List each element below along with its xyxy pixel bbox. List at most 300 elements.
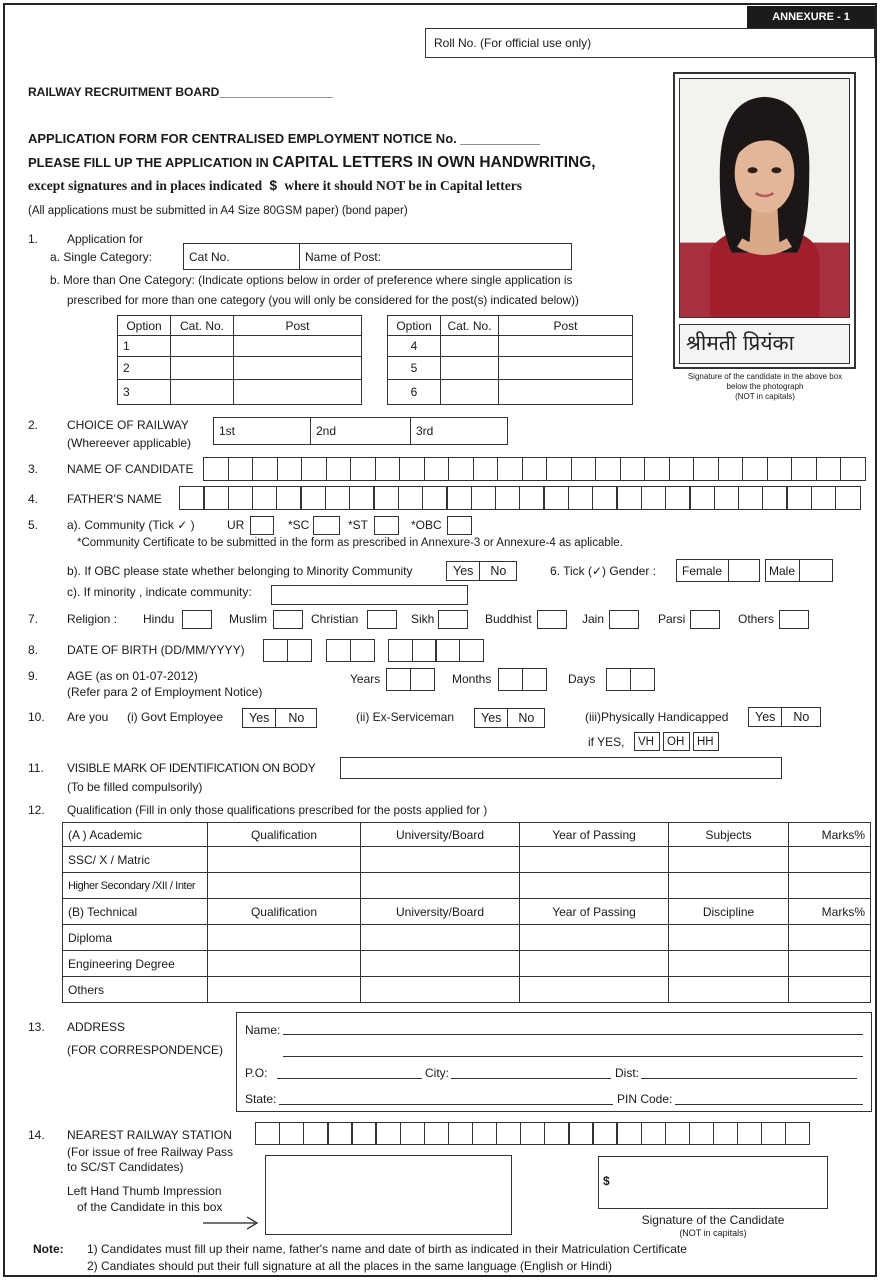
vh-checkbox[interactable]: VH (634, 732, 660, 751)
options-table-left (117, 315, 362, 405)
signature-label: Signature of the Candidate (641, 1213, 785, 1227)
col-option: Option (388, 316, 441, 336)
q10-label: Are you (67, 710, 109, 724)
char-box[interactable] (522, 457, 548, 481)
thumb-label-1: Left Hand Thumb Impression (67, 1184, 222, 1198)
char-box[interactable] (203, 457, 229, 481)
char-box[interactable] (742, 457, 768, 481)
table-cell[interactable] (520, 925, 669, 951)
char-box[interactable] (400, 1122, 425, 1145)
form-title: APPLICATION FORM FOR CENTRALISED EMPLOYMENT NOTICE No. ___________ (28, 131, 540, 146)
handicapped-yes-no (748, 707, 821, 727)
address-pin-label: PIN Code: (617, 1092, 673, 1106)
arrow-right-icon (203, 1215, 261, 1231)
char-box[interactable] (785, 1122, 810, 1145)
char-box[interactable] (520, 1122, 545, 1145)
table-cell[interactable] (789, 925, 871, 951)
row-label: Higher Secondary /XII / Inter (63, 873, 208, 899)
q14-sub-1: (For issue of free Railway Pass (67, 1145, 234, 1159)
candidate-photo[interactable] (679, 78, 850, 318)
address-line-2[interactable] (283, 1056, 863, 1057)
table-cell[interactable] (361, 847, 520, 873)
char-box[interactable] (228, 457, 254, 481)
col-year: Year of Passing (520, 899, 669, 925)
char-box[interactable] (665, 1122, 690, 1145)
q1b-label-2: prescribed for more than one category (you will only be considered for the post(s) indicated below)) (67, 294, 579, 307)
religion-buddhist-label: Buddhist (485, 612, 532, 626)
table-cell[interactable] (208, 951, 361, 977)
char-box[interactable] (410, 668, 435, 691)
gender-label: 6. Tick (✓) Gender : (550, 564, 657, 578)
minority-no[interactable]: No (479, 562, 516, 580)
q3-label: NAME OF CANDIDATE (67, 462, 194, 476)
q11-sub: (To be filled compulsorily) (67, 780, 203, 794)
q1-label: Application for (67, 232, 144, 246)
ex-serviceman-no[interactable]: No (507, 709, 544, 727)
religion-sikh-label: Sikh (411, 612, 435, 626)
obc-checkbox[interactable] (447, 516, 472, 535)
table-cell[interactable] (789, 951, 871, 977)
dob-year-boxes[interactable] (388, 639, 483, 662)
post-cell[interactable] (499, 336, 633, 357)
char-box[interactable] (326, 457, 352, 481)
candidate-name-boxes[interactable] (203, 457, 865, 481)
female-checkbox[interactable] (728, 559, 760, 582)
post-cell[interactable] (499, 380, 633, 405)
col-marks: Marks% (789, 899, 871, 925)
instruction-line-2-text: except signatures and in places indicated (28, 178, 263, 193)
govt-employee-label: (i) Govt Employee (127, 710, 224, 724)
char-box[interactable] (303, 1122, 328, 1145)
q7-label: Religion : (67, 612, 118, 626)
q14-sub-2: to SC/ST Candidates) (67, 1160, 184, 1174)
age-days-boxes[interactable] (606, 668, 653, 691)
q7-number: 7. (28, 612, 39, 626)
table-cell[interactable] (520, 847, 669, 873)
option-number: 6 (388, 380, 441, 405)
table-cell[interactable] (208, 925, 361, 951)
char-box[interactable] (446, 486, 472, 510)
male-checkbox[interactable] (799, 559, 833, 582)
address-po-line[interactable] (277, 1078, 422, 1079)
railway-station-boxes[interactable] (255, 1122, 809, 1145)
q2-number: 2. (28, 418, 39, 432)
char-box[interactable] (388, 639, 413, 662)
sc-label: *SC (288, 518, 310, 532)
religion-buddhist-checkbox[interactable] (537, 610, 567, 629)
religion-christian-checkbox[interactable] (367, 610, 397, 629)
char-box[interactable] (263, 639, 288, 662)
table-cell[interactable] (789, 847, 871, 873)
table-cell[interactable] (669, 951, 789, 977)
male-label: Male (769, 563, 796, 578)
char-box[interactable] (350, 639, 375, 662)
char-box[interactable] (448, 457, 474, 481)
hh-checkbox[interactable]: HH (693, 732, 719, 751)
sc-checkbox[interactable] (313, 516, 340, 535)
q9-label: AGE (as on 01-07-2012) (67, 669, 198, 683)
char-box[interactable] (287, 639, 312, 662)
char-box[interactable] (277, 457, 303, 481)
row-label: Others (63, 977, 208, 1003)
col-marks: Marks% (789, 823, 871, 847)
thumb-impression-box[interactable] (265, 1155, 512, 1235)
table-cell[interactable] (208, 977, 361, 1003)
char-box[interactable] (568, 486, 594, 510)
char-box[interactable] (375, 1122, 400, 1145)
address-name-line[interactable] (283, 1034, 863, 1035)
religion-others-checkbox[interactable] (779, 610, 809, 629)
char-box[interactable] (435, 639, 460, 662)
char-box[interactable] (689, 486, 715, 510)
thumb-label-2: of the Candidate in this box (77, 1200, 223, 1214)
char-box[interactable] (228, 486, 254, 510)
address-dist-label: Dist: (615, 1066, 639, 1080)
cat-cell[interactable] (171, 357, 234, 380)
q14-number: 14. (28, 1128, 45, 1142)
table-cell[interactable] (361, 925, 520, 951)
char-box[interactable] (424, 1122, 449, 1145)
signature-caption-2: below the photograph (726, 382, 804, 391)
railway-choice-1[interactable]: 1st (213, 417, 311, 445)
q2-label: CHOICE OF RAILWAY (67, 418, 189, 432)
char-box[interactable] (375, 457, 401, 481)
annexure-label: ANNEXURE - 1 (747, 6, 875, 28)
address-name-label: Name: (245, 1023, 281, 1037)
table-cell[interactable] (361, 951, 520, 977)
post-cell[interactable] (234, 336, 362, 357)
char-box[interactable] (326, 639, 351, 662)
q5b-label: b). If OBC please state whether belonging to Minority Community (67, 564, 413, 578)
dollar-icon: $ (603, 1174, 610, 1188)
female-label: Female (682, 563, 723, 578)
char-box[interactable] (544, 1122, 569, 1145)
address-po-label: P.O: (245, 1066, 268, 1080)
q5c-label: c). If minority , indicate community: (67, 585, 252, 599)
signature-caption (670, 372, 860, 402)
religion-parsi-checkbox[interactable] (690, 610, 720, 629)
char-box[interactable] (571, 457, 597, 481)
table-cell[interactable] (669, 925, 789, 951)
col-university: University/Board (361, 899, 520, 925)
q13-sub: (FOR CORRESPONDENCE) (67, 1043, 224, 1057)
char-box[interactable] (811, 486, 837, 510)
char-box[interactable] (616, 1122, 641, 1145)
q9-number: 9. (28, 669, 39, 683)
st-checkbox[interactable] (374, 516, 399, 535)
char-box[interactable] (835, 486, 861, 510)
address-box (236, 1012, 872, 1112)
char-box[interactable] (718, 457, 744, 481)
post-cell[interactable] (234, 380, 362, 405)
char-box[interactable] (424, 457, 450, 481)
cat-cell[interactable] (441, 357, 499, 380)
col-qualification: Qualification (208, 823, 361, 847)
govt-employee-yes[interactable]: Yes (249, 711, 270, 725)
academic-header: (A ) Academic (63, 823, 208, 847)
char-box[interactable] (816, 457, 842, 481)
col-cat-no: Cat. No. (171, 316, 234, 336)
age-years-label: Years (350, 672, 381, 686)
option-number: 1 (118, 336, 171, 357)
q3-number: 3. (28, 462, 39, 476)
char-box[interactable] (762, 486, 788, 510)
char-box[interactable] (471, 486, 497, 510)
address-pin-line[interactable] (675, 1104, 863, 1105)
char-box[interactable] (459, 639, 484, 662)
religion-sikh-checkbox[interactable] (438, 610, 468, 629)
col-option: Option (118, 316, 171, 336)
char-box[interactable] (592, 486, 618, 510)
col-discipline: Discipline (669, 899, 789, 925)
ex-serviceman-yes[interactable]: Yes (481, 711, 502, 725)
char-box[interactable] (422, 486, 448, 510)
govt-employee-yes-no (242, 708, 317, 728)
char-box[interactable] (301, 457, 327, 481)
char-box[interactable] (630, 668, 655, 691)
char-box[interactable] (761, 1122, 786, 1145)
char-box[interactable] (606, 668, 631, 691)
q14-label: NEAREST RAILWAY STATION (67, 1128, 232, 1142)
technical-header: (B) Technical (63, 899, 208, 925)
col-post: Post (234, 316, 362, 336)
male-option[interactable] (765, 559, 833, 582)
q8-label: DATE OF BIRTH (DD/MM/YYYY) (67, 643, 245, 657)
char-box[interactable] (349, 486, 375, 510)
char-box[interactable] (203, 486, 229, 510)
ex-serviceman-label: (ii) Ex-Serviceman (356, 710, 455, 724)
post-cell[interactable] (499, 357, 633, 380)
railway-choice-3[interactable]: 3rd (410, 417, 508, 445)
note-line-1: 1) Candidates must fill up their name, father's name and date of birth as indicated in their Matriculation Certificate (87, 1242, 687, 1256)
char-box[interactable] (737, 1122, 762, 1145)
col-year: Year of Passing (520, 823, 669, 847)
char-box[interactable] (276, 486, 302, 510)
char-box[interactable] (522, 668, 547, 691)
dollar-icon: $ (269, 178, 278, 193)
table-cell[interactable] (361, 977, 520, 1003)
char-box[interactable] (665, 486, 691, 510)
father-name-boxes[interactable] (179, 486, 859, 510)
address-city-line[interactable] (451, 1078, 611, 1079)
col-qualification: Qualification (208, 899, 361, 925)
q8-number: 8. (28, 643, 39, 657)
instruction-prefix: PLEASE FILL UP THE APPLICATION IN (28, 155, 273, 170)
address-dist-line[interactable] (641, 1078, 857, 1079)
age-months-boxes[interactable] (498, 668, 545, 691)
handicapped-no[interactable]: No (781, 708, 820, 726)
address-state-line[interactable] (279, 1104, 613, 1105)
char-box[interactable] (791, 457, 817, 481)
char-box[interactable] (300, 486, 326, 510)
char-box[interactable] (495, 486, 521, 510)
char-box[interactable] (620, 457, 646, 481)
char-box[interactable] (327, 1122, 352, 1145)
oh-checkbox[interactable]: OH (663, 732, 690, 751)
char-box[interactable] (546, 457, 572, 481)
note-line-2: 2) Candiates should put their full signature at all the places in the same language (English or Hindi) (87, 1259, 612, 1273)
q2-sub: (Whereever applicable) (67, 436, 192, 450)
handicapped-label: (iii)Physically Handicapped (585, 710, 729, 724)
col-university: University/Board (361, 823, 520, 847)
char-box[interactable] (386, 668, 411, 691)
char-box[interactable] (568, 1122, 593, 1145)
single-cat-no-field[interactable]: Cat No. (183, 243, 300, 270)
note-label: Note: (33, 1242, 64, 1256)
ex-serviceman-yes-no (474, 708, 545, 728)
row-label: Diploma (63, 925, 208, 951)
table-cell[interactable] (520, 977, 669, 1003)
q1a-label: a. Single Category: (50, 250, 153, 264)
char-box[interactable] (351, 1122, 376, 1145)
char-box[interactable] (373, 486, 399, 510)
ur-label: UR (227, 518, 245, 532)
table-cell[interactable] (789, 977, 871, 1003)
cat-cell[interactable] (171, 336, 234, 357)
photo-signature: श्रीमती प्रियंका (686, 331, 795, 355)
handicapped-yes[interactable]: Yes (755, 710, 776, 724)
candidate-signature-box[interactable] (598, 1156, 828, 1209)
option-number: 2 (118, 357, 171, 380)
col-subjects: Subjects (669, 823, 789, 847)
option-number: 4 (388, 336, 441, 357)
q13-label: ADDRESS (67, 1020, 126, 1034)
char-box[interactable] (279, 1122, 304, 1145)
minority-yes-no (446, 561, 517, 581)
char-box[interactable] (714, 486, 740, 510)
q1b-label: b. More than One Category: (Indicate options below in order of preference where single application is (50, 274, 573, 287)
table-cell[interactable] (520, 951, 669, 977)
char-box[interactable] (592, 1122, 617, 1145)
signature-caption-1: Signature of the candidate in the above box (687, 372, 843, 381)
qualification-table (62, 822, 871, 1003)
char-box[interactable] (448, 1122, 473, 1145)
candidate-portrait-icon (680, 79, 849, 317)
char-box[interactable] (496, 1122, 521, 1145)
roll-no-box[interactable]: Roll No. (For official use only) (425, 28, 875, 58)
char-box[interactable] (644, 457, 670, 481)
religion-christian-label: Christian (311, 612, 359, 626)
dob-month-boxes[interactable] (326, 639, 373, 662)
row-label: SSC/ X / Matric (63, 847, 208, 873)
dob-day-boxes[interactable] (263, 639, 310, 662)
char-box[interactable] (595, 457, 621, 481)
q5a-label: a). Community (Tick ✓ ) (67, 518, 195, 532)
religion-hindu-checkbox[interactable] (182, 610, 212, 629)
religion-jain-label: Jain (582, 612, 605, 626)
char-box[interactable] (179, 486, 205, 510)
char-box[interactable] (693, 457, 719, 481)
age-months-label: Months (452, 672, 492, 686)
post-cell[interactable] (234, 357, 362, 380)
char-box[interactable] (325, 486, 351, 510)
table-cell[interactable] (789, 873, 871, 899)
minority-community-field[interactable] (271, 585, 468, 605)
table-cell[interactable] (669, 847, 789, 873)
instruction-line-1 (28, 154, 596, 172)
char-box[interactable] (519, 486, 545, 510)
char-box[interactable] (412, 639, 437, 662)
religion-jain-checkbox[interactable] (609, 610, 639, 629)
religion-muslim-checkbox[interactable] (273, 610, 303, 629)
minority-yes[interactable]: Yes (453, 564, 474, 578)
signature-sub: (NOT in capitals) (679, 1228, 747, 1238)
char-box[interactable] (399, 457, 425, 481)
cat-cell[interactable] (441, 380, 499, 405)
photo-signature-box[interactable] (679, 324, 850, 364)
cat-cell[interactable] (441, 336, 499, 357)
female-option[interactable] (676, 559, 760, 582)
identification-mark-field[interactable] (340, 757, 782, 779)
cat-cell[interactable] (171, 380, 234, 405)
q9-sub: (Refer para 2 of Employment Notice) (67, 685, 263, 699)
ur-checkbox[interactable] (250, 516, 274, 535)
char-box[interactable] (767, 457, 793, 481)
instruction-line-2-tail: where it should NOT be in Capital letters (284, 178, 523, 193)
paper-note: (All applications must be submitted in A4 Size 80GSM paper) (bond paper) (28, 205, 408, 217)
q12-number: 12. (28, 803, 45, 817)
q5-number: 5. (28, 518, 39, 532)
age-years-boxes[interactable] (386, 668, 433, 691)
char-box[interactable] (689, 1122, 714, 1145)
instruction-emphasis: CAPITAL LETTERS IN OWN HANDWRITING, (272, 154, 596, 171)
table-cell[interactable] (669, 977, 789, 1003)
char-box[interactable] (398, 486, 424, 510)
signature-caption-3: (NOT in capitals) (735, 392, 795, 401)
board-heading: RAILWAY RECRUITMENT BOARD_________________ (28, 85, 333, 99)
char-box[interactable] (641, 486, 667, 510)
religion-others-label: Others (738, 612, 775, 626)
char-box[interactable] (473, 457, 499, 481)
table-cell[interactable] (520, 873, 669, 899)
char-box[interactable] (641, 1122, 666, 1145)
char-box[interactable] (252, 457, 278, 481)
char-box[interactable] (498, 668, 523, 691)
char-box[interactable] (255, 1122, 280, 1145)
q1-number: 1. (28, 232, 39, 246)
q11-label: VISIBLE MARK OF IDENTIFICATION ON BODY (67, 761, 316, 775)
char-box[interactable] (350, 457, 376, 481)
char-box[interactable] (713, 1122, 738, 1145)
table-cell[interactable] (208, 847, 361, 873)
row-label: Engineering Degree (63, 951, 208, 977)
age-days-label: Days (568, 672, 596, 686)
table-cell[interactable] (361, 873, 520, 899)
q13-number: 13. (28, 1020, 45, 1034)
char-box[interactable] (840, 457, 866, 481)
char-box[interactable] (738, 486, 764, 510)
single-post-name-field[interactable]: Name of Post: (299, 243, 572, 270)
govt-employee-no[interactable]: No (275, 709, 316, 727)
address-state-label: State: (245, 1092, 277, 1106)
q4-label: FATHER'S NAME (67, 492, 162, 506)
char-box[interactable] (616, 486, 642, 510)
religion-hindu-label: Hindu (143, 612, 175, 626)
railway-choice-2[interactable]: 2nd (310, 417, 411, 445)
char-box[interactable] (669, 457, 695, 481)
char-box[interactable] (252, 486, 278, 510)
st-label: *ST (348, 518, 369, 532)
char-box[interactable] (472, 1122, 497, 1145)
char-box[interactable] (786, 486, 812, 510)
char-box[interactable] (543, 486, 569, 510)
char-box[interactable] (497, 457, 523, 481)
table-cell[interactable] (208, 873, 361, 899)
col-post: Post (499, 316, 633, 336)
option-number: 5 (388, 357, 441, 380)
q12-label: Qualification (Fill in only those qualifications prescribed for the posts applied for ) (67, 803, 488, 817)
table-cell[interactable] (669, 873, 789, 899)
